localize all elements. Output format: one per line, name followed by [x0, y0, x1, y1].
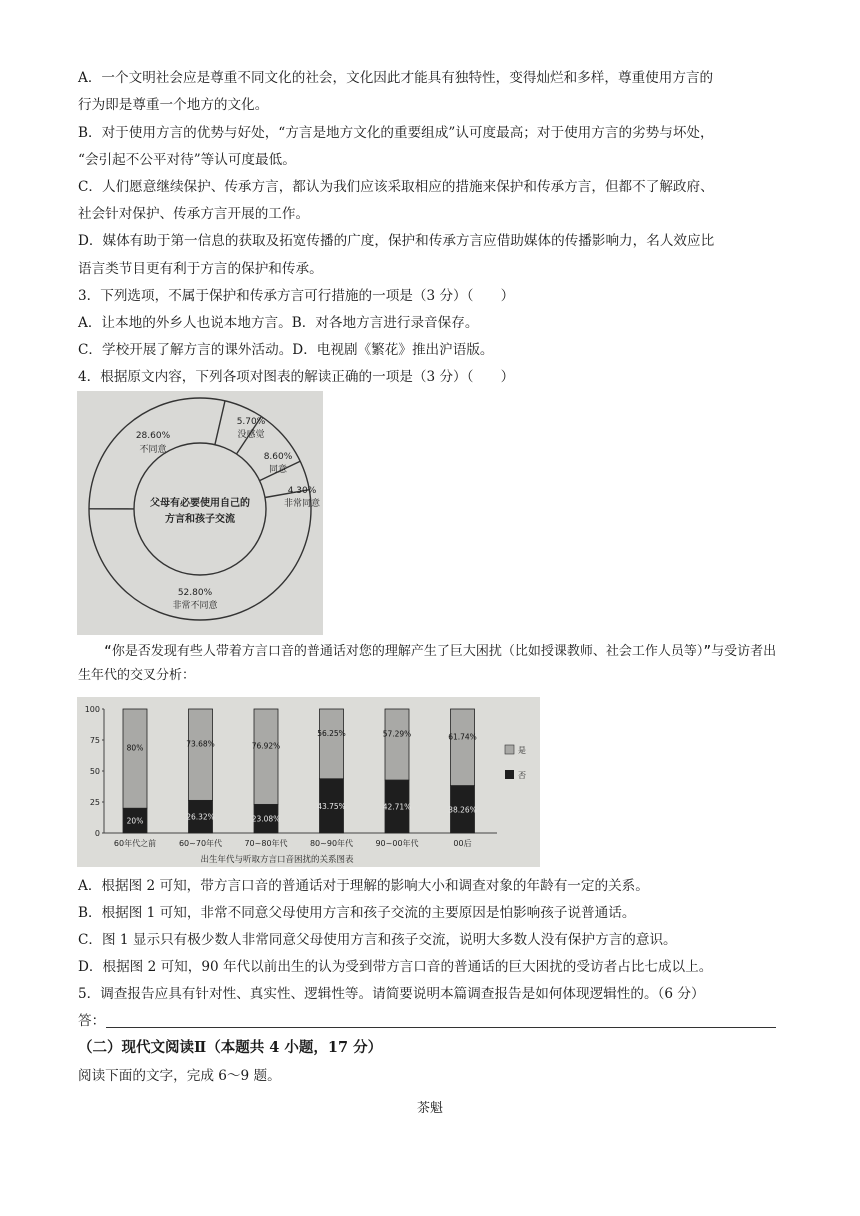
q5-answer-label: 答：	[78, 1013, 106, 1029]
bar-label-no: 23.08%	[251, 814, 281, 824]
bar-segment-yes	[385, 709, 409, 780]
bar-segment-yes	[123, 709, 147, 808]
legend-label-no: 否	[518, 771, 526, 780]
section-2-heading: （二）现代文阅读Ⅱ（本题共 4 小题，17 分）	[78, 1039, 383, 1056]
q2-option-d-line2: 语言类节目更有利于方言的保护和传承。	[78, 261, 323, 277]
x-tick-label: 00后	[453, 839, 472, 848]
slice-value-agree: 8.60%	[263, 452, 293, 462]
x-tick-label: 60~70年代	[178, 839, 223, 848]
slice-value-strongly-disagree: 52.80%	[177, 588, 213, 598]
bar-label-no: 26.32%	[186, 812, 215, 822]
bar-label-no: 38.26%	[448, 805, 477, 815]
chart-title: 出生年代与听取方言口音困扰的关系图表	[200, 855, 354, 865]
q3-options-ab: A．让本地的外乡人也说本地方言。B．对各地方言进行录音保存。	[78, 315, 479, 331]
slice-label-agree: 同意	[268, 465, 288, 475]
bar-segment-yes	[320, 709, 344, 779]
y-tick-label: 50	[89, 767, 100, 776]
q4-option-c: C．图 1 显示只有极少数人非常同意父母使用方言和孩子交流，说明大多数人没有保护方言的意识。	[78, 932, 677, 948]
x-tick-label: 60年代之前	[113, 839, 157, 848]
x-tick-label: 70~80年代	[244, 839, 288, 848]
q2-option-a-line1: A．一个文明社会应是尊重不同文化的社会，文化因此才能具有独特性，变得灿烂和多样，尊重使用方言的	[78, 70, 714, 86]
y-tick-label: 100	[84, 705, 100, 714]
donut-center-line1: 父母有必要使用自己的	[150, 498, 250, 509]
bar-segment-yes	[254, 709, 278, 804]
q5-stem: 5．调查报告应具有针对性、真实性、逻辑性等。请简要说明本篇调查报告是如何体现逻辑性的。（6 分）	[78, 986, 705, 1002]
y-tick-label: 0	[94, 829, 100, 838]
donut-svg	[77, 391, 323, 635]
q3-stem: 3．下列选项，不属于保护和传承方言可行措施的一项是（3 分）（ ）	[78, 288, 515, 304]
bar-label-yes: 76.92%	[251, 741, 281, 751]
bar-label-yes: 57.29%	[382, 729, 412, 739]
donut-inner-ring	[134, 443, 266, 575]
bar-label-no: 20%	[126, 816, 144, 826]
y-tick-label: 25	[89, 798, 100, 807]
figure-1-donut	[77, 391, 323, 635]
bar-label-no: 42.71%	[382, 802, 412, 812]
q4-option-d: D．根据图 2 可知，90 年代以前出生的认为受到带方言口音的普通话的巨大困扰的受访者占比七成以上。	[78, 959, 713, 975]
legend-swatch-no	[505, 770, 514, 779]
slice-value-strongly-agree: 4.30%	[287, 486, 317, 496]
y-tick-label: 75	[89, 736, 100, 745]
bar-label-yes: 61.74%	[448, 732, 477, 742]
figure-2-caption: “你是否发现有些人带着方言口音的普通话对您的理解产生了巨大困扰（比如授课教师、社会工作人员等）”与受访者出生年代的交叉分析：	[78, 644, 777, 683]
slice-label-disagree: 不同意	[139, 445, 167, 455]
q2-option-d-line1: D．媒体有助于第一信息的获取及拓宽传播的广度，保护和传承方言应借助媒体的传播影响力，名人效应比	[78, 233, 715, 249]
q2-option-c-line1: C．人们愿意继续保护、传承方言，都认为我们应该采取相应的措施来保护和传承方言，但都不了解政府、	[78, 179, 714, 195]
bar-chart-svg	[77, 697, 540, 867]
q2-option-c-line2: 社会针对保护、传承方言开展的工作。	[78, 206, 310, 222]
q2-option-a-line2: 行为即是尊重一个地方的文化。	[78, 97, 269, 113]
bar-label-yes: 73.68%	[186, 739, 215, 749]
q4-option-b: B．根据图 1 可知，非常不同意父母使用方言和孩子交流的主要原因是怕影响孩子说普通话。	[78, 905, 636, 921]
section-2-instruction: 阅读下面的文字，完成 6～9 题。	[78, 1068, 281, 1084]
q2-option-b-line2: “会引起不公平对待”等认可度最低。	[78, 152, 296, 168]
donut-divider	[215, 401, 225, 445]
bar-label-yes: 56.25%	[317, 728, 346, 738]
bar-segment-yes	[189, 709, 213, 800]
q4-stem: 4．根据原文内容，下列各项对图表的解读正确的一项是（3 分）（ ）	[78, 369, 515, 385]
bar-segment-yes	[451, 709, 475, 786]
figure-2-bar-chart	[77, 697, 540, 867]
slice-label-strongly-disagree: 非常不同意	[172, 601, 218, 611]
q2-option-b-line1: B．对于使用方言的优势与好处，“方言是地方文化的重要组成”认可度最高；对于使用方言的劣势与坏处，	[78, 125, 714, 141]
bar-label-no: 43.75%	[317, 801, 346, 811]
legend-label-yes: 是	[518, 746, 526, 755]
x-tick-label: 80~90年代	[309, 839, 354, 848]
q3-options-cd: C．学校开展了解方言的课外活动。D．电视剧《繁花》推出沪语版。	[78, 342, 494, 358]
slice-label-strongly-agree: 非常同意	[283, 499, 321, 509]
slice-value-disagree: 28.60%	[135, 431, 171, 441]
q4-option-a: A．根据图 2 可知，带方言口音的普通话对于理解的影响大小和调查对象的年龄有一定的关系。	[78, 878, 649, 894]
slice-value-no-feeling: 5.70%	[236, 417, 266, 427]
bar-label-yes: 80%	[126, 743, 144, 753]
x-tick-label: 90~00年代	[375, 839, 419, 848]
slice-label-no-feeling: 没感觉	[237, 430, 265, 440]
answer-line[interactable]	[106, 1027, 776, 1028]
legend-swatch-yes	[505, 745, 514, 754]
donut-center-line2: 方言和孩子交流	[165, 514, 235, 525]
passage-title: 茶魁	[416, 1101, 443, 1116]
